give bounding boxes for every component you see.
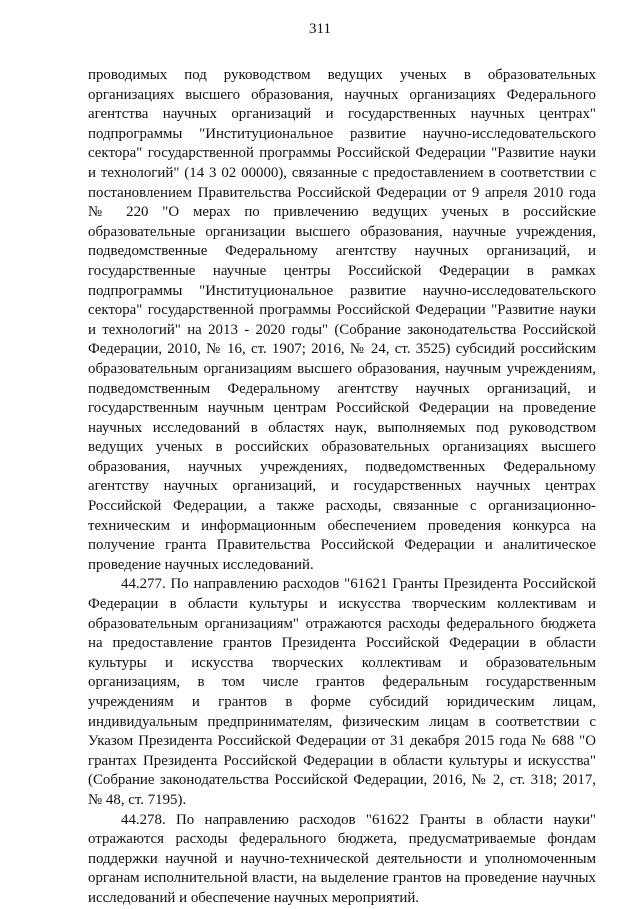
paragraph-44-278: 44.278. По направлению расходов "61622 Гранты в области науки" отражаются расходы федерального бюджета, предусматриваемые фондам поддержки научной и научно-технической деятельности и уполномоченным органам исполнительной власти, на выделение грантов на проведение научных исследований и обеспечение научных мероприятий. xyxy=(88,811,596,906)
page-number: 311 xyxy=(309,21,331,37)
paragraph-44-277: 44.277. По направлению расходов "61621 Гранты Президента Российской Федерации в области культуры и искусства творческим коллективам и образовательным организациям" отражаются расходы федерального бюджета на предоставление грантов Президента Российской Федерации в области культуры и искусства творческих коллективам и образовательным организациям, в том числе грантов федеральным государственным учреждениям и грантов в форме субсидий юридическим лицам, индивидуальным предпринимателям, физическим лицам в соответствии с Указом Президента Российской Федерации от 31 декабря 2015 года № 688 "О грантах Президента Российской Федерации в области культуры и искусства" (Собрание законодательства Российской Федерации, 2016, № 2, ст. 318; 2017, № 48, ст. 7195). xyxy=(88,576,596,808)
paragraph-continuation: проводимых под руководством ведущих ученых в образовательных организациях высшего образования, научных организациях Федерального агентства научных организаций и государственных научных центрах" подпрограммы "Институциональное развитие научно-исследовательского сектора" государственной программы Российской Федерации "Развитие науки и технологий" (14 3 02 00000), связанные с предоставлением в соответствии с постановлением Правительства Российской Федерации от 9 апреля 2010 года № 220 "О мерах по привлечению ведущих ученых в российские образовательные организации высшего образования, научные учреждения, подведомственные Федеральному агентству научных организаций, и государственные научные центры Российской Федерации в рамках подпрограммы "Институциональное развитие научно-исследовательского сектора" государственной программы Российской Федерации "Развитие науки и технологий" на 2013 - 2020 годы" (Собрание законодательства Российской Федерации, 2010, № 16, ст. 1907; 2016, № 24, ст. 3525) субсидий российским образовательным организациям высшего образования, научным учреждениям, подведомственным Федеральному агентству научных организаций, и государственным научным центрам Российской Федерации на проведение научных исследований в областях наук, выполняемых под руководством ведущих ученых в российских образовательных организациях высшего образования, научных учреждениях, подведомственных Федеральному агентству научных организаций, и государственных научных центрах Российской Федерации, а также расходы, связанные с организационно-техническим и информационным обеспечением проведения конкурса на получение гранта Правительства Российской Федерации и аналитическое проведение научных исследований. xyxy=(88,67,596,573)
body-text xyxy=(88,66,596,909)
